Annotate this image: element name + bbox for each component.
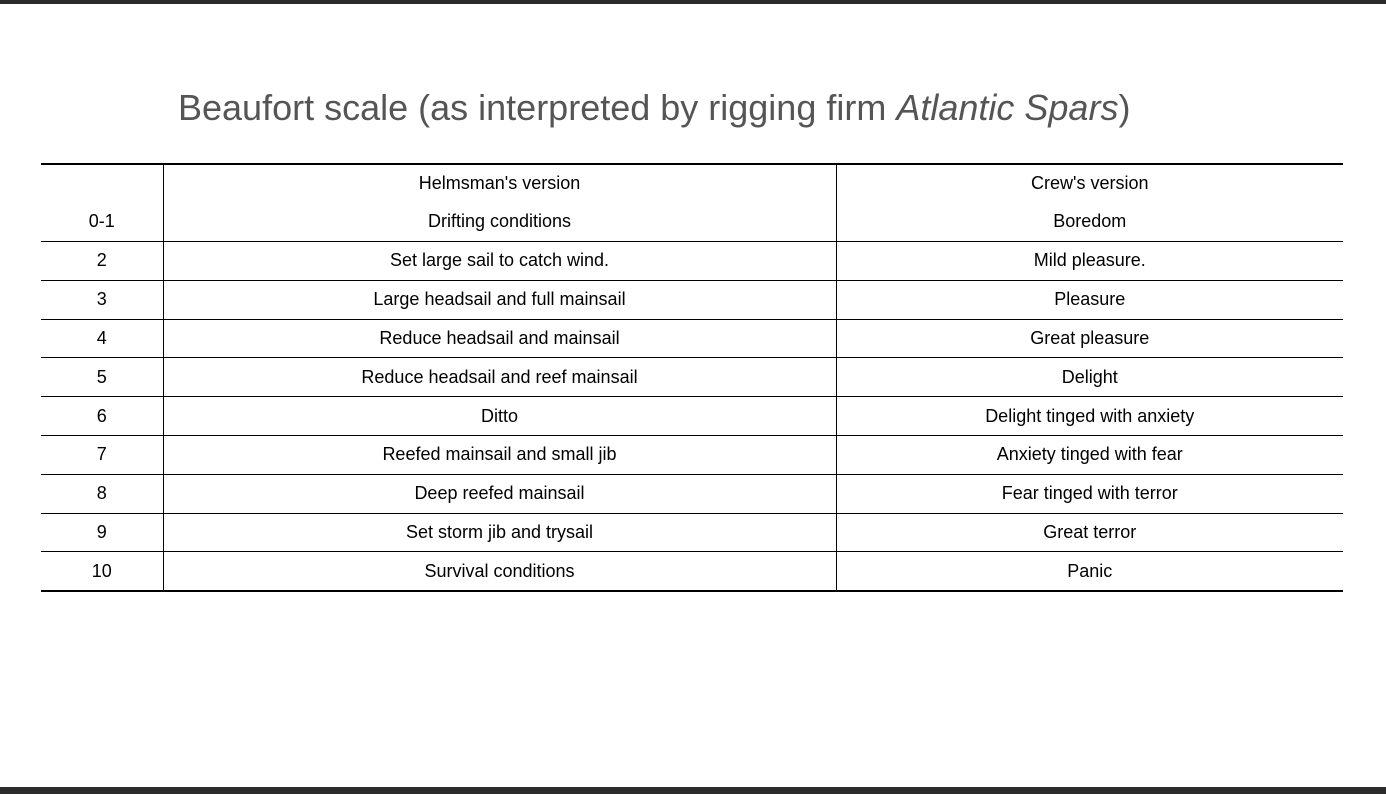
table-row xyxy=(41,358,1343,397)
table-header-row xyxy=(41,164,1343,203)
helmsman-cell: Deep reefed mainsail xyxy=(163,474,836,513)
helmsman-cell: Reduce headsail and reef mainsail xyxy=(163,358,836,397)
table-row xyxy=(41,552,1343,591)
crew-cell: Anxiety tinged with fear xyxy=(836,436,1343,475)
table-row xyxy=(41,513,1343,552)
table-row xyxy=(41,436,1343,475)
force-cell: 5 xyxy=(41,358,163,397)
page-title xyxy=(178,86,1130,130)
crew-cell: Mild pleasure. xyxy=(836,242,1343,281)
beaufort-table xyxy=(41,163,1343,592)
helmsman-cell: Reefed mainsail and small jib xyxy=(163,436,836,475)
crew-cell: Panic xyxy=(836,552,1343,591)
crew-cell: Delight tinged with anxiety xyxy=(836,397,1343,436)
force-cell: 3 xyxy=(41,280,163,319)
top-border-bar xyxy=(0,0,1386,4)
title-suffix: ) xyxy=(1118,87,1131,128)
crew-cell: Fear tinged with terror xyxy=(836,474,1343,513)
force-cell: 9 xyxy=(41,513,163,552)
table-row xyxy=(41,203,1343,242)
table-row xyxy=(41,474,1343,513)
crew-cell: Delight xyxy=(836,358,1343,397)
force-cell: 7 xyxy=(41,436,163,475)
helmsman-cell: Drifting conditions xyxy=(163,203,836,242)
table-row xyxy=(41,280,1343,319)
crew-cell: Great terror xyxy=(836,513,1343,552)
force-cell: 8 xyxy=(41,474,163,513)
bottom-border-bar xyxy=(0,787,1386,794)
force-cell: 4 xyxy=(41,319,163,358)
helmsman-cell: Reduce headsail and mainsail xyxy=(163,319,836,358)
header-crew: Crew's version xyxy=(1031,173,1149,194)
force-cell: 0-1 xyxy=(41,203,163,242)
header-force xyxy=(41,164,163,203)
force-cell: 2 xyxy=(41,242,163,281)
table-body xyxy=(41,203,1343,591)
force-cell: 10 xyxy=(41,552,163,591)
helmsman-cell: Ditto xyxy=(163,397,836,436)
helmsman-cell: Set large sail to catch wind. xyxy=(163,242,836,281)
table-row xyxy=(41,397,1343,436)
table-row xyxy=(41,319,1343,358)
helmsman-cell: Survival conditions xyxy=(163,552,836,591)
header-helmsman: Helmsman's version xyxy=(163,164,836,203)
helmsman-cell: Set storm jib and trysail xyxy=(163,513,836,552)
crew-cell: Boredom xyxy=(1053,211,1127,232)
crew-cell: Great pleasure xyxy=(836,319,1343,358)
title-emphasis: Atlantic Spars xyxy=(896,87,1119,128)
force-cell: 6 xyxy=(41,397,163,436)
title-prefix: Beaufort scale (as interpreted by rigging firm xyxy=(178,87,897,128)
helmsman-cell: Large headsail and full mainsail xyxy=(163,280,836,319)
crew-cell: Pleasure xyxy=(836,280,1343,319)
table-row xyxy=(41,242,1343,281)
